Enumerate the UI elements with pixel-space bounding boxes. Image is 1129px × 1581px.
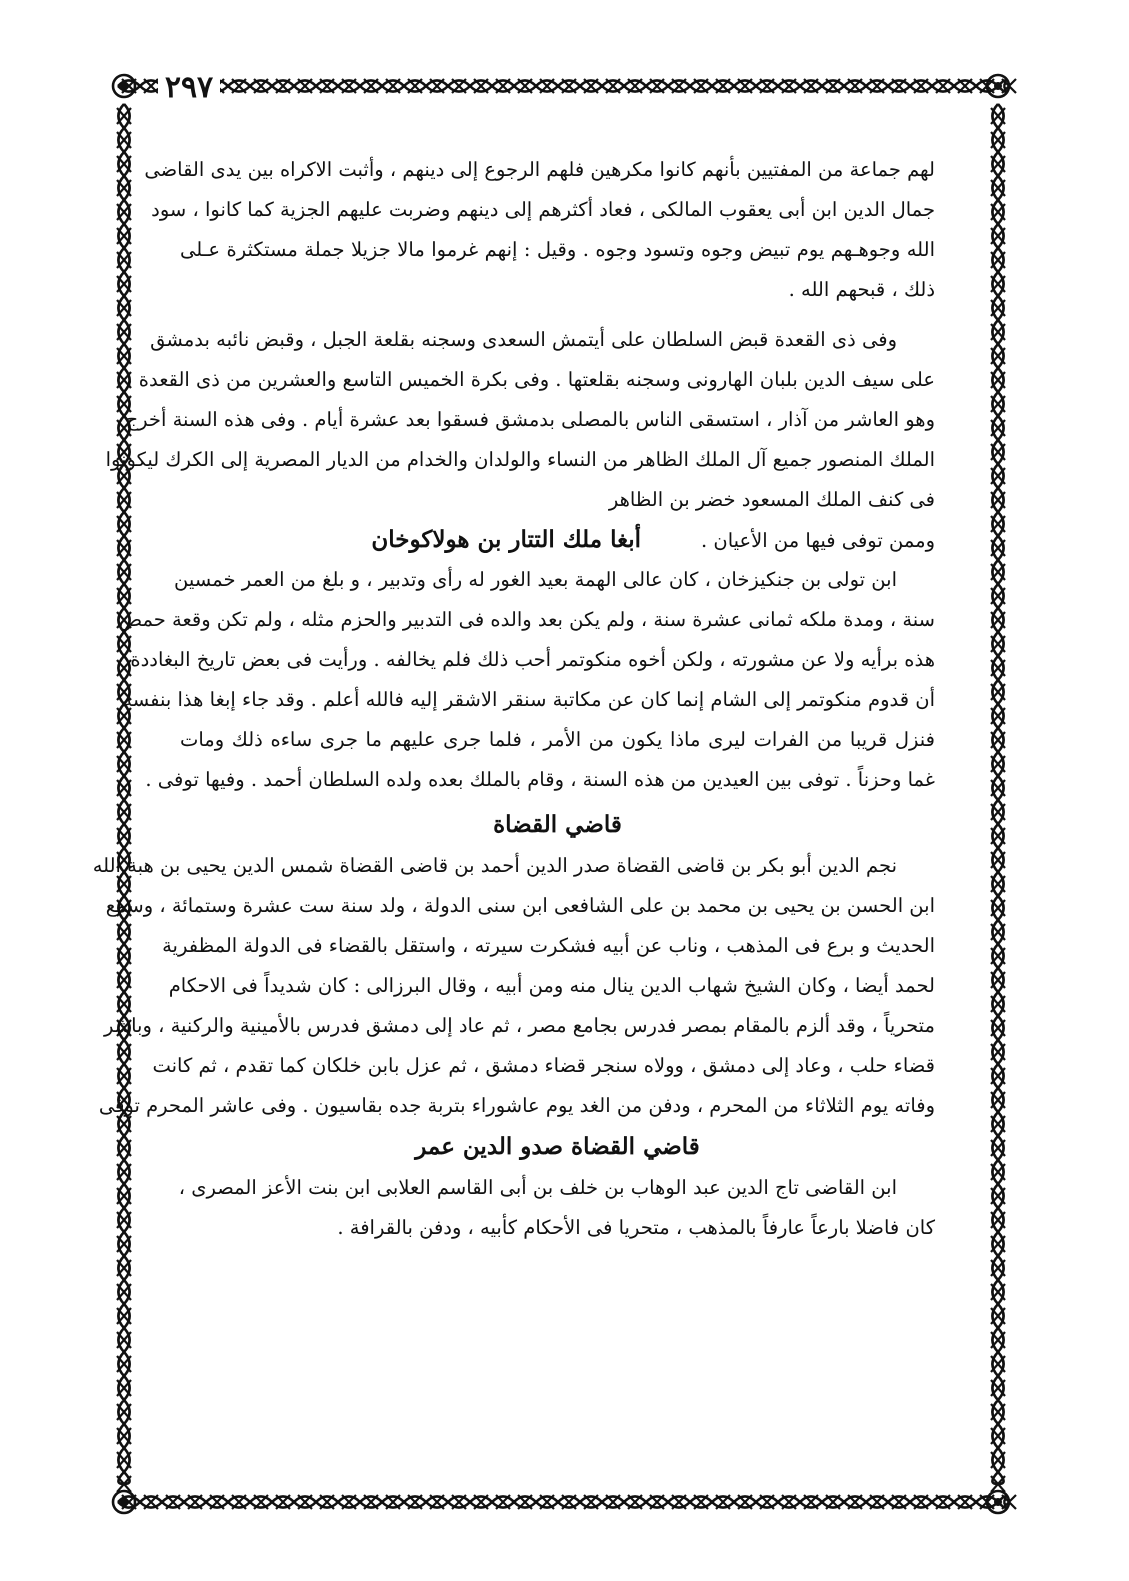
text-line: قضاء حلب ، وعاد إلى دمشق ، وولاه سنجر قضاء دمشق ، ثم عزل بابن خلكان كما تقدم ، ثم كانت (152, 1054, 935, 1077)
corner-knot-center (120, 1498, 128, 1506)
corner-knot-center (994, 1498, 1002, 1506)
text-line: فنزل قريبا من الفرات ليرى ماذا يكون من الأمر ، فلما جرى عليهم ما جرى ساءه ذلك ومات (180, 728, 935, 751)
text-line: ابن الحسن بن يحيى بن محمد بن على الشافعى ابن سنى الدولة ، ولد سنة ست عشرة وستمائة ، وسمع (105, 894, 935, 917)
text-line: الله وجوهـهم يوم تبيض وجوه وتسود وجوه . وقيل : إنهم غرموا مالا جزيلا جملة مستكثرة عـلى (180, 238, 935, 261)
text-line: غما وحزناً . توفى بين العيدين من هذه السنة ، وقام بالملك بعده ولده السلطان أحمد . وفيها توفى . (145, 768, 935, 791)
page-text (92, 150, 935, 1440)
text-line: ابن تولى بن جنكيزخان ، كان عالى الهمة بعيد الغور له رأى وتدبير ، و بلغ من العمر خمسين (174, 568, 897, 591)
text-line: وهو العاشر من آذار ، استسقى الناس بالمصلى بدمشق فسقوا بعد عشرة أيام . وفى هذه السنة أخرج (125, 408, 935, 431)
obituary-intro: وممن توفى فيها من الأعيان . (701, 529, 935, 552)
obituary-intro-line (180, 520, 935, 560)
entry-heading-chief-judge: قاضي القضاة (493, 811, 622, 838)
text-line: هذه برأيه ولا عن مشورته ، ولكن أخوه منكوتمر أحب ذلك فلم يخالفه . ورأيت فى بعض تاريخ البغاددة (130, 648, 935, 671)
text-line: ذلك ، قبحهم الله . (788, 278, 935, 301)
text-line: جمال الدين ابن أبى يعقوب المالكى ، فعاد أكثرهم إلى دينهم وضربت عليهم الجزية كما كانوا ، سود (151, 198, 935, 221)
text-line: لحمد أيضا ، وكان الشيخ شهاب الدين ينال منه ومن أبيه ، وقال البرزالى : كان شديداً فى الاحكام (168, 974, 935, 997)
text-line: ابن القاضى تاج الدين عبد الوهاب بن خلف بن أبى القاسم العلابى ابن بنت الأعز المصرى ، (178, 1176, 897, 1199)
entry-abagha (118, 560, 935, 800)
text-line: كان فاضلا بارعاً عارفاً بالمذهب ، متحريا فى الأحكام كأبيه ، ودفن بالقرافة . (337, 1216, 935, 1239)
corner-knot-center (120, 82, 128, 90)
entry-heading-abagha: أبغا ملك التتار بن هولاكوخان (371, 526, 641, 553)
border-top-band (118, 79, 1016, 93)
border-right-band (991, 104, 1005, 1492)
text-line: متحرياً ، وقد ألزم بالمقام بمصر فدرس بجامع مصر ، ثم عاد إلى دمشق فدرس بالأمينية والركنية ، وباشر (104, 1014, 935, 1037)
text-line: وفاته يوم الثلاثاء من المحرم ، ودفن من الغد يوم عاشوراء بتربة جده بقاسيون . وفى عاشر المحرم توفى (98, 1094, 935, 1117)
border-left-band (117, 104, 131, 1492)
text-line: فى كنف الملك المسعود خضر بن الظاهر (608, 488, 935, 511)
entry-chief-judge (92, 846, 935, 1126)
paragraph-2 (105, 320, 935, 520)
text-line: الملك المنصور جميع آل الملك الظاهر من النساء والولدان والخدام من الديار المصرية إلى الكرك ليكونوا (105, 448, 935, 471)
text-line: أن قدوم منكوتمر إلى الشام إنما كان عن مكاتبة سنقر الاشقر إليه فالله أعلم . وقد جاء إبغا هذا بنفسه (122, 688, 935, 711)
entry-sadr-al-din (180, 1168, 935, 1248)
page-number: ٢٩٧ (158, 70, 220, 106)
text-line: وفى ذى القعدة قبض السلطان على أيتمش السعدى وسجنه بقلعة الجبل ، وقبض نائبه بدمشق (150, 328, 897, 351)
corner-knot-center (994, 82, 1002, 90)
border-bottom-band (118, 1495, 1016, 1509)
paragraph-1 (144, 150, 935, 310)
text-line: سنة ، ومدة ملكه ثمانى عشرة سنة ، ولم يكن بعد والده فى التدبير والحزم مثله ، ولم تكن وقعة حمص (118, 608, 935, 631)
text-line: لهم جماعة من المفتيين بأنهم كانوا مكرهين فلهم الرجوع إلى دينهم ، وأثبت الاكراه بين يدى القاضى (144, 158, 935, 181)
text-line: الحديث و برع فى المذهب ، وناب عن أبيه فشكرت سيرته ، واستقل بالقضاء فى الدولة المظفرية (162, 934, 935, 957)
entry-heading-sadr-al-din: قاضي القضاة صدو الدين عمر (415, 1133, 700, 1160)
text-line: نجم الدين أبو بكر بن قاضى القضاة صدر الدين أحمد بن قاضى القضاة شمس الدين يحيى بن هبة الله (92, 854, 897, 877)
text-line: على سيف الدين بلبان الهارونى وسجنه بقلعتها . وفى بكرة الخميس التاسع والعشرين من ذى القعدة ، (126, 368, 935, 391)
